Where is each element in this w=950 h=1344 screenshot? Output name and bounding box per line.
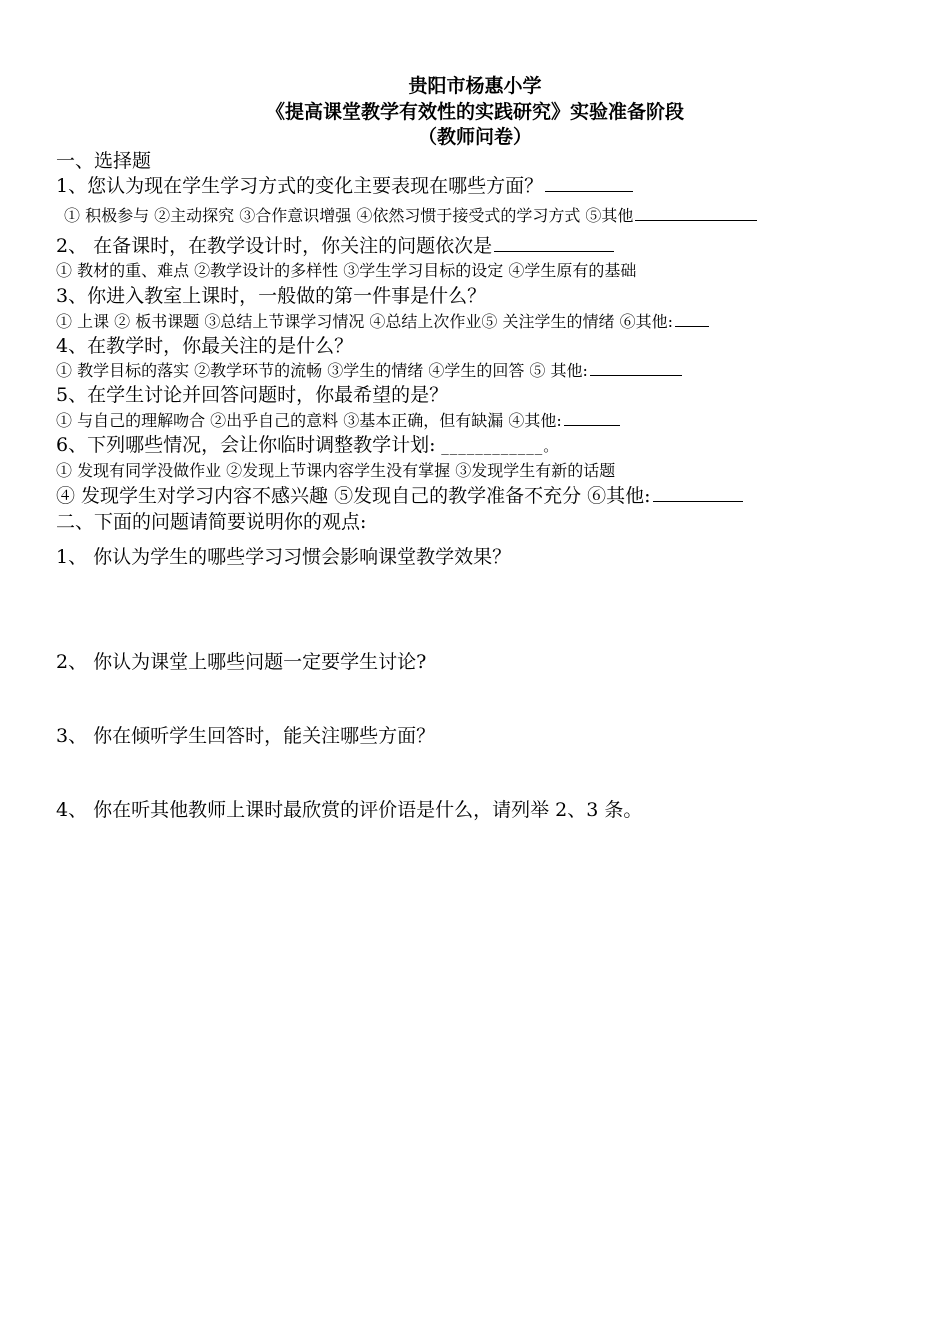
document-subtitle: （教师问卷） (417, 126, 532, 148)
question-1 (56, 177, 633, 196)
question-3-other-blank[interactable] (675, 325, 709, 327)
question-6-text: 6、下列哪些情况，会让你临时调整教学计划: (56, 434, 436, 456)
question-2-options: ① 教材的重、难点 ②教学设计的多样性 ③学生学习目标的设定 ④学生原有的基础 (56, 261, 637, 280)
section-2-heading: 二、下面的问题请简要说明你的观点: (56, 511, 367, 533)
question-3-options (56, 314, 709, 330)
question-4-options-text: ① 教学目标的落实 ②教学环节的流畅 ③学生的情绪 ④学生的回答 ⑤ 其他: (56, 361, 588, 380)
question-6-options-2-text: ④ 发现学生对学习内容不感兴趣 ⑤发现自己的教学准备不充分 ⑥其他: (56, 485, 651, 507)
question-2-answer-blank[interactable] (494, 250, 614, 252)
question-5-other-blank[interactable] (564, 424, 620, 426)
question-1-other-blank[interactable] (635, 219, 757, 221)
question-6-options: ① 发现有同学没做作业 ②发现上节课内容学生没有掌握 ③发现学生有新的话题 (56, 461, 616, 480)
section-1-heading: 一、选择题 (56, 150, 152, 172)
question-3-text: 3、你进入教室上课时，一般做的第一件事是什么？ (56, 285, 487, 307)
question-1-options-text: ① 积极参与 ②主动探究 ③合作意识增强 ④依然习惯于接受式的学习方式 ⑤其他 (64, 206, 634, 225)
open-question-3: 3、 你在倾听学生回答时，能关注哪些方面？ (56, 725, 436, 747)
question-6-options-2 (56, 487, 743, 506)
question-1-options (64, 208, 757, 224)
question-1-answer-blank[interactable] (545, 190, 633, 192)
question-6 (56, 436, 559, 455)
open-question-1: 1、 你认为学生的哪些学习习惯会影响课堂教学效果？ (56, 546, 512, 568)
question-6-answer-blank[interactable]: ____________。 (435, 437, 560, 455)
open-question-2: 2、 你认为课堂上哪些问题一定要学生讨论? (56, 651, 427, 673)
open-question-4: 4、 你在听其他教师上课时最欣赏的评价语是什么，请列举 2、3 条。 (56, 799, 643, 821)
question-4-other-blank[interactable] (590, 374, 682, 376)
question-6-other-blank[interactable] (653, 500, 743, 502)
question-1-text: 1、您认为现在学生学习方式的变化主要表现在哪些方面？ (56, 175, 544, 197)
question-5-options-text: ① 与自己的理解吻合 ②出乎自己的意料 ③基本正确，但有缺漏 ④其他: (56, 411, 562, 430)
question-5-options (56, 413, 620, 429)
question-4-options (56, 363, 682, 379)
question-5-text: 5、在学生讨论并回答问题时，你最希望的是？ (56, 384, 449, 406)
question-4-text: 4、在教学时，你最关注的是什么？ (56, 335, 354, 357)
school-name: 贵阳市杨惠小学 (408, 75, 542, 97)
question-3-options-text: ① 上课 ② 板书课题 ③总结上节课学习情况 ④总结上次作业⑤ 关注学生的情绪 ⑥其他: (56, 312, 673, 331)
document-title: 《提高课堂教学有效性的实践研究》实验准备阶段 (265, 101, 684, 123)
question-2 (56, 237, 614, 256)
question-2-text: 2、 在备课时，在教学设计时，你关注的问题依次是 (56, 235, 493, 257)
